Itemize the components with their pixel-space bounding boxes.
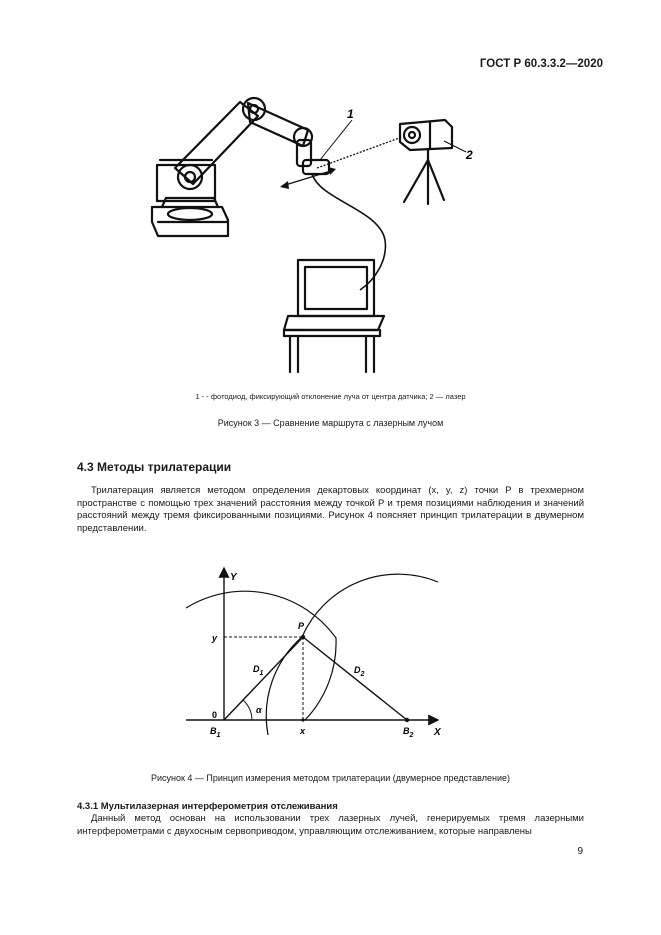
figure-4-caption: Рисунок 4 — Принцип измерения методом трилатерации (двумерное представление) — [150, 773, 511, 783]
distance-d2 — [303, 637, 407, 720]
section-heading: 4.3 Методы трилатерации — [77, 460, 232, 474]
figure-3-legend: 1 - - фотодиод, фиксирующий отклонение луча от центра датчика; 2 — лазер — [195, 392, 466, 401]
section-paragraph: Трилатерация является методом определения декартовых координат (x, y, z) точки P в трехмерном пространстве с помощью трех значений расстояния между точкой P и тремя позициями наблюдения и значений расстояний между тремя фиксированными позициями. Рисунок 4 поясняет принцип трилатерации в двумерном представлении. — [77, 485, 584, 534]
figure-4-diagram — [170, 560, 460, 760]
point-b2-marker — [405, 718, 409, 722]
figure-3-caption: Рисунок 3 — Сравнение маршрута с лазерным лучом — [217, 418, 444, 428]
distance-d1 — [224, 637, 303, 720]
y-axis-label: Y — [230, 572, 237, 583]
subsection-paragraph: Данный метод основан на использовании трех лазерных лучей, генерируемых тремя лазерными интерферометрами с двухосным сервоприводом, управляющим отслеживанием, которые направлены — [77, 813, 584, 837]
b2-label: $B_2$ — [403, 726, 414, 739]
figure-3-callout-2: 2 — [466, 148, 473, 162]
figure-3-callout-1: 1 — [347, 107, 354, 121]
b1-label: $B_1$ — [210, 726, 221, 739]
circle-arc-d1 — [186, 591, 336, 720]
page-number: 9 — [577, 846, 583, 857]
angle-label: α — [256, 705, 262, 715]
tick-x-label: x — [300, 726, 306, 736]
point-p-label: P — [298, 621, 305, 631]
x-axis-label: X — [434, 727, 441, 738]
d2-label: $D_2$ — [354, 665, 365, 678]
document-id: ГОСТ Р 60.3.3.2—2020 — [479, 58, 603, 70]
point-p-marker — [301, 635, 305, 639]
figure-3-illustration — [140, 85, 490, 385]
d1-label: $D_1$ — [253, 664, 264, 677]
circle-arc-d2 — [266, 574, 438, 735]
subsection-heading: 4.3.1 Мультилазерная интерферометрия отслеживания — [77, 801, 338, 812]
origin-label: 0 — [212, 710, 218, 720]
tick-y-label: y — [212, 633, 218, 643]
